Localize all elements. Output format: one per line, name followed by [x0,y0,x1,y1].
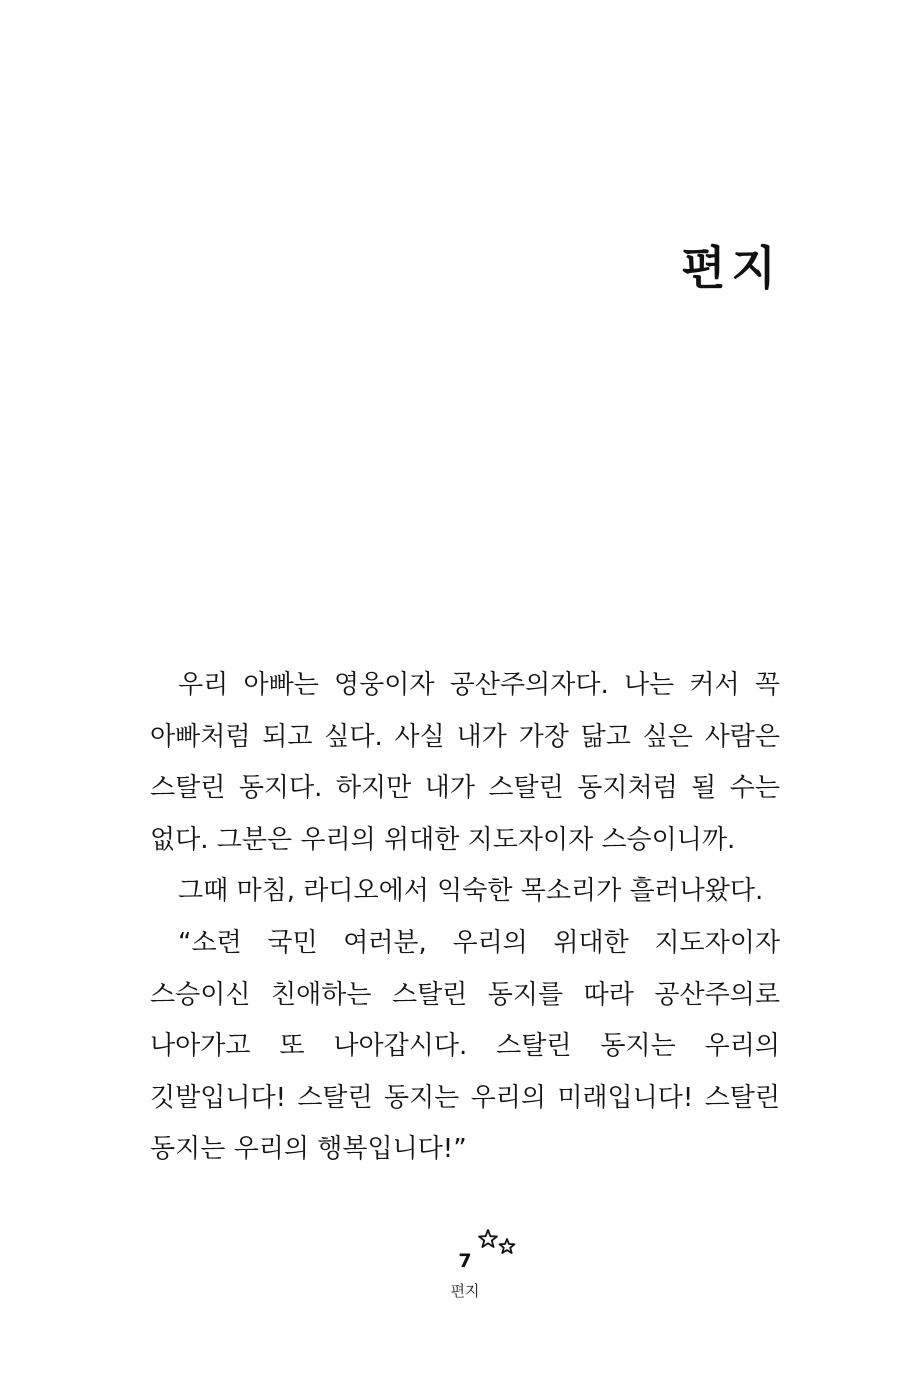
page-number: 7 [458,1250,472,1272]
body-text [150,660,780,1176]
star-icon [479,1230,497,1247]
chapter-title: 편지 [681,241,782,295]
paragraph: 그때 마침, 라디오에서 익숙한 목소리가 흘러나왔다. [178,876,764,907]
page-footer [0,1228,907,1308]
paragraph: 우리 아빠는 영웅이자 공산주의자다. 나는 커서 꼭 아빠처럼 되고 싶다. 사실 내가 가장 닮고 싶은 사람은 스탈린 동지다. 하지만 내가 스탈린 동지처럼 될 수는 없다. 그분은 우리의 위대한 지도자이자 스승이니까. [150,670,780,855]
running-head: 편지 [450,1282,480,1300]
paragraph: “소련 국민 여러분, 우리의 위대한 지도자이자 스승이신 친애하는 스탈린 동지를 따라 공산주의로 나아가고 또 나아갑시다. 스탈린 동지는 우리의 깃발입니다! 스탈린 동지는 우리의 미래입니다! 스탈린 동지는 우리의 행복입니다!” [150,927,780,1165]
